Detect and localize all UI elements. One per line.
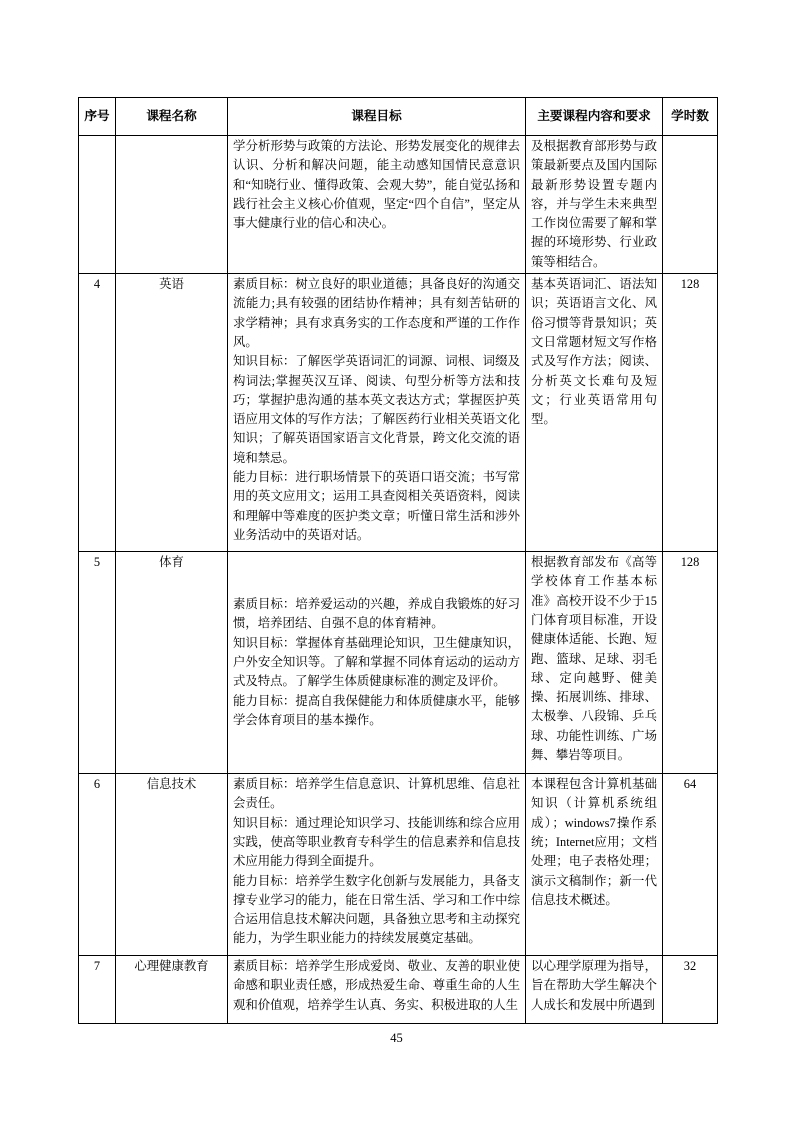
table-row: [79, 774, 718, 956]
header-objectives: 课程目标: [228, 98, 526, 136]
header-course-name: 课程名称: [116, 98, 228, 136]
cell-content: 本课程包含计算机基础知识（计算机系统组成）；windows7操作系统；Internet应用；文档处理；电子表格处理；演示文稿制作；新一代信息技术概述。: [526, 774, 663, 956]
header-no: 序号: [79, 98, 116, 136]
objectives-paragraph: 能力目标：提高自我保健能力和体质健康水平，能够学会体育项目的基本操作。: [233, 693, 520, 727]
table-header-row: [79, 98, 718, 136]
cell-no: 4: [79, 274, 116, 552]
cell-course-name: 英语: [116, 274, 228, 552]
objectives-paragraph: 知识目标：掌握体育基础理论知识，卫生健康知识，户外安全知识等。了解和掌握不同体育运动的运动方式及特点。了解学生体质健康标准的测定及评价。: [233, 635, 520, 689]
cell-objectives: [228, 274, 526, 552]
cell-course-name: [116, 136, 228, 274]
table-row: [79, 552, 718, 774]
table-row: [79, 136, 718, 274]
cell-objectives: [228, 774, 526, 956]
objectives-paragraph: 知识目标：通过理论知识学习、技能训练和综合应用实践，使高等职业教育专科学生的信息素养和信息技术应用能力得到全面提升。: [233, 815, 520, 869]
objectives-paragraph: 素质目标：培养学生信息意识、计算机思维、信息社会责任。: [233, 777, 520, 811]
cell-hours: 128: [663, 552, 718, 774]
course-plan-table: [78, 97, 718, 1024]
objectives-paragraph: 素质目标：树立良好的职业道德；具备良好的沟通交流能力;具有较强的团结协作精神；具有刻苦钻研的求学精神；具有求真务实的工作态度和严谨的工作作风。: [233, 277, 520, 349]
cell-no: 7: [79, 956, 116, 1024]
cell-content: 以心理学原理为指导，旨在帮助大学生解决个人成长和发展中所遇到: [526, 956, 663, 1024]
objectives-paragraph: 学分析形势与政策的方法论、形势发展变化的规律去认识、分析和解决问题，能主动感知国情民意意识和“知晓行业、懂得政策、会观大势”，能自觉弘扬和践行社会主义核心价值观，坚定“四个自信”，坚定从事大健康行业的信心和决心。: [233, 139, 520, 231]
table-row: [79, 274, 718, 552]
header-hours: 学时数: [663, 98, 718, 136]
cell-course-name: 信息技术: [116, 774, 228, 956]
cell-content: 及根据教育部形势与政策最新要点及国内国际最新形势设置专题内容，并与学生未来典型工作岗位需要了解和掌握的环境形势、行业政策等相结合。: [526, 136, 663, 274]
page-number: 45: [390, 1031, 403, 1045]
cell-hours: 64: [663, 774, 718, 956]
cell-course-name: 体育: [116, 552, 228, 774]
header-content: 主要课程内容和要求: [526, 98, 663, 136]
cell-content: 根据教育部发布《高等学校体育工作基本标准》高校开设不少于15门体育项目标准，开设健康体适能、长跑、短跑、篮球、足球、羽毛球、定向越野、健美操、拓展训练、排球、太极拳、八段锦、乒乓球、功能性训练、广场舞、攀岩等项目。: [526, 552, 663, 774]
cell-no: [79, 136, 116, 274]
objectives-paragraph: 知识目标：了解医学英语词汇的词源、词根、词缀及构词法;掌握英汉互译、阅读、句型分析等方法和技巧；掌握护患沟通的基本英文表达方式；掌握医护英语应用文体的写作方法；了解医药行业相关英语文化知识；了解英语国家语言文化背景，跨文化交流的语境和禁忌。: [233, 354, 520, 465]
objectives-paragraph: 素质目标：培养学生形成爱岗、敬业、友善的职业使命感和职业责任感，形成热爱生命、尊重生命的人生观和价值观，培养学生认真、务实、积极进取的人生: [233, 959, 520, 1012]
table-row: [79, 956, 718, 1024]
cell-objectives: [228, 956, 526, 1024]
cell-hours: 32: [663, 956, 718, 1024]
objectives-paragraph: 能力目标：进行职场情景下的英语口语交流；书写常用的英文应用文；运用工具查阅相关英语资料，阅读和理解中等难度的医护类文章；听懂日常生活和涉外业务活动中的英语对话。: [233, 470, 520, 542]
cell-objectives: [228, 136, 526, 274]
objectives-paragraph: 素质目标：培养爱运动的兴趣，养成自我锻炼的好习惯，培养团结、自强不息的体育精神。: [233, 597, 520, 631]
cell-no: 5: [79, 552, 116, 774]
cell-content: 基本英语词汇、语法知识；英语语言文化、风俗习惯等背景知识；英文日常题材短文写作格式及写作方法；阅读、分析英文长难句及短文；行业英语常用句型。: [526, 274, 663, 552]
cell-objectives: [228, 552, 526, 774]
objectives-paragraph: 能力目标：培养学生数字化创新与发展能力，具备支撑专业学习的能力，能在日常生活、学习和工作中综合运用信息技术解决问题，具备独立思考和主动探究能力，为学生职业能力的持续发展奠定基础。: [233, 873, 520, 946]
cell-hours: [663, 136, 718, 274]
cell-no: 6: [79, 774, 116, 956]
cell-hours: 128: [663, 274, 718, 552]
cell-course-name: 心理健康教育: [116, 956, 228, 1024]
